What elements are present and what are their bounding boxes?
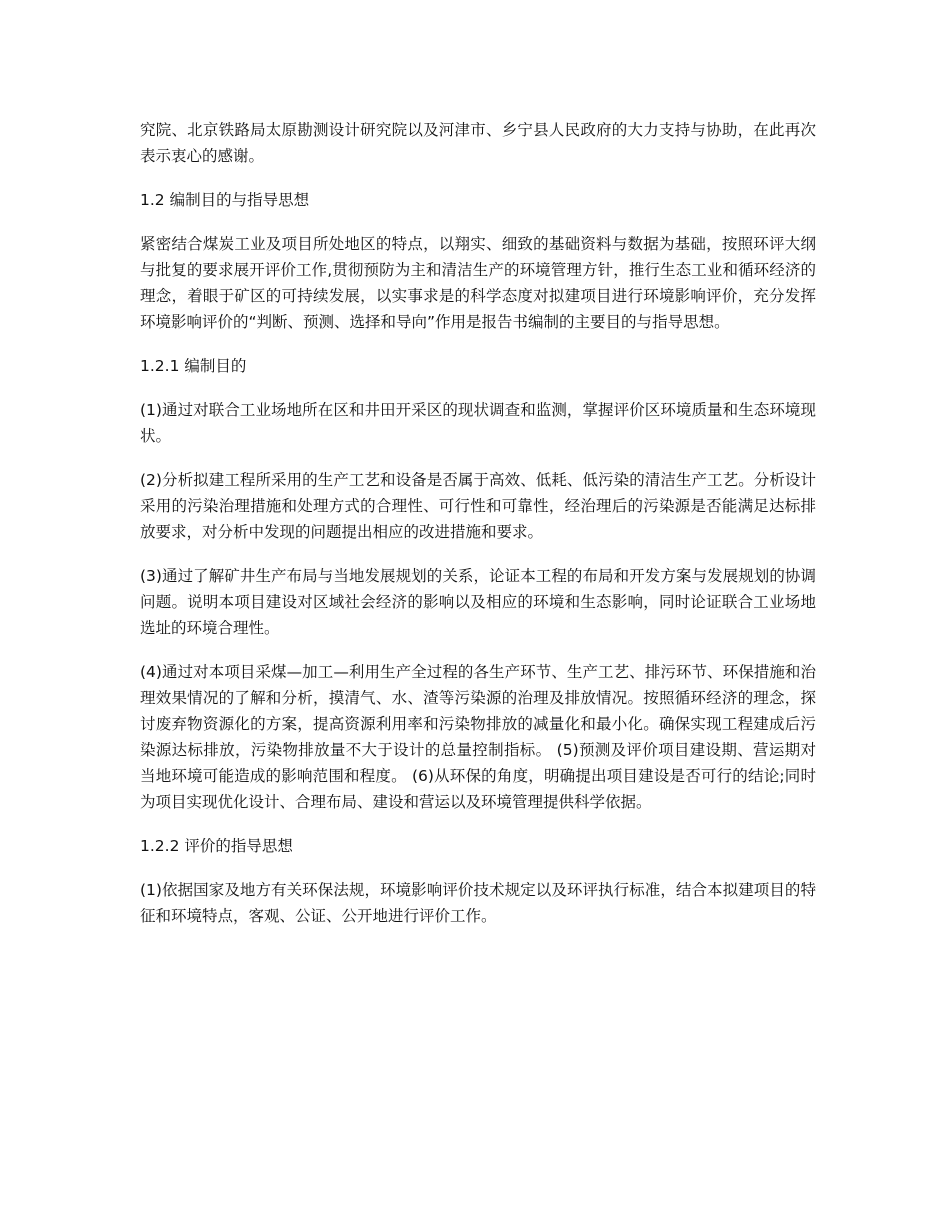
paragraph-acknowledgement: 究院、北京铁路局太原勘测设计研究院以及河津市、乡宁县人民政府的大力支持与协助，在此再次表示衷心的感谢。: [140, 121, 816, 165]
paragraph-item-3: (3)通过了解矿井生产布局与当地发展规划的关系，论证本工程的布局和开发方案与发展规划的协调问题。说明本项目建设对区域社会经济的影响以及相应的环境和生态影响，同时论证联合工业场地选址的环境合理性。: [140, 567, 816, 637]
paragraph-item-2: (2)分析拟建工程所采用的生产工艺和设备是否属于高效、低耗、低污染的清洁生产工艺。分析设计采用的污染治理措施和处理方式的合理性、可行性和可靠性，经治理后的污染源是否能满足达标排放要求，对分析中发现的问题提出相应的改进措施和要求。: [140, 471, 816, 541]
paragraph-item-1: (1)通过对联合工业场地所在区和井田开采区的现状调查和监测，掌握评价区环境质量和生态环境现状。: [140, 401, 816, 445]
paragraph-guiding-item-1: (1)依据国家及地方有关环保法规，环境影响评价技术规定以及环评执行标准，结合本拟建项目的特征和环境特点，客观、公证、公开地进行评价工作。: [140, 881, 816, 925]
document-body: [140, 117, 816, 947]
section-heading-1-2: 1.2 编制目的与指导思想: [140, 191, 310, 209]
section-heading-1-2-2: 1.2.2 评价的指导思想: [140, 837, 293, 855]
paragraph-item-4-5-6: (4)通过对本项目采煤—加工—利用生产全过程的各生产环节、生产工艺、排污环节、环保措施和治理效果情况的了解和分析，摸清气、水、渣等污染源的治理及排放情况。按照循环经济的理念，探讨废弃物资源化的方案，提高资源利用率和污染物排放的减量化和最小化。确保实现工程建成后污染源达标排放，污染物排放量不大于设计的总量控制指标。 (5)预测及评价项目建设期、营运期对当地环境可能造成的影响范围和程度。 (6)从环保的角度，明确提出项目建设是否可行的结论;同时为项目实现优化设计、合理布局、建设和营运以及环境管理提供科学依据。: [140, 663, 816, 811]
paragraph-purpose-overview: 紧密结合煤炭工业及项目所处地区的特点，以翔实、细致的基础资料与数据为基础，按照环评大纲与批复的要求展开评价工作,贯彻预防为主和清洁生产的环境管理方针，推行生态工业和循环经济的理念，着眼于矿区的可持续发展，以实事求是的科学态度对拟建项目进行环境影响评价，充分发挥环境影响评价的“判断、预测、选择和导向”作用是报告书编制的主要目的与指导思想。: [140, 235, 816, 331]
section-heading-1-2-1: 1.2.1 编制目的: [140, 357, 247, 375]
